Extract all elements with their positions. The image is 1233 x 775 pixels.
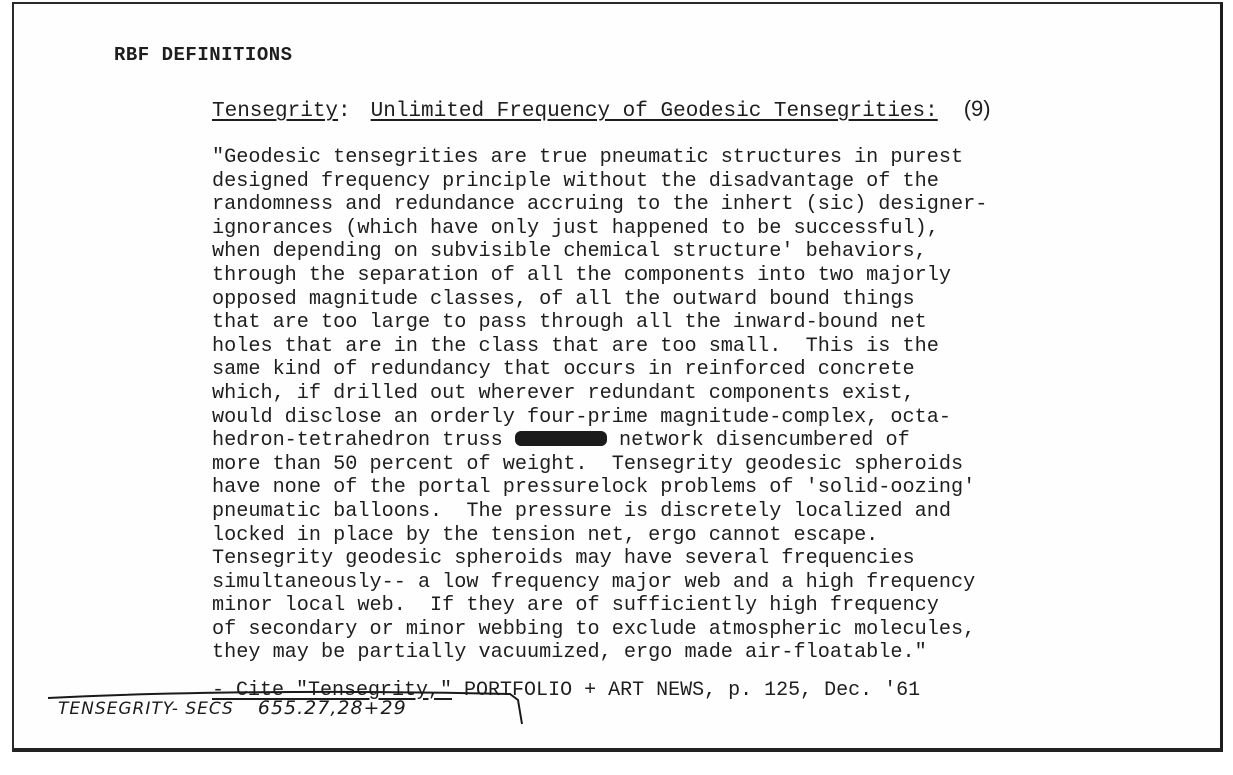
handwritten-sections: 655.27,28+29 xyxy=(257,697,407,719)
citation-prefix: - Cite "Tensegrity," xyxy=(212,679,453,702)
citation-source: PORTFOLIO + ART NEWS, p. 125, Dec. '61 xyxy=(452,679,921,702)
quote-line: pneumatic balloons. The pressure is discretely localized and xyxy=(212,499,951,523)
redaction-mark xyxy=(515,431,607,446)
quote-line: designed frequency principle without the disadvantage of the xyxy=(212,169,939,193)
quote-line: through the separation of all the components into two majorly xyxy=(212,263,951,287)
term-label: Tensegrity xyxy=(212,100,339,123)
handwritten-note xyxy=(58,697,407,719)
quote-line: which, if drilled out wherever redundant components exist, xyxy=(212,381,915,405)
definition-number: (9) xyxy=(963,96,991,121)
quote-line: opposed magnitude classes, of all the outward bound things xyxy=(212,287,915,311)
quote-line: of secondary or minor webbing to exclude atmospheric molecules, xyxy=(212,617,976,641)
quote-line: holes that are in the class that are too small. This is the xyxy=(212,334,939,358)
quote-line: "Geodesic tensegrities are true pneumatic structures in purest xyxy=(212,146,964,169)
quote-line: they may be partially vacuumized, ergo made air-floatable." xyxy=(212,641,927,665)
quote-line: Tensegrity geodesic spheroids may have several frequencies xyxy=(212,547,915,571)
quote-line: that are too large to pass through all the inward-bound net xyxy=(212,311,927,335)
term-colon: : xyxy=(338,100,351,123)
definition-title xyxy=(212,96,991,123)
page-header: RBF DEFINITIONS xyxy=(114,44,293,66)
quote-line: would disclose an orderly four-prime magnitude-complex, octa- xyxy=(212,405,951,429)
quote-line: randomness and redundance accruing to the inhert (sic) designer- xyxy=(212,193,988,217)
redacted-line-before: hedron-tetrahedron truss xyxy=(212,429,515,453)
quote-line: locked in place by the tension net, ergo cannot escape. xyxy=(212,523,879,547)
redacted-line-after: network disencumbered of xyxy=(606,429,910,453)
definition-subtitle: Unlimited Frequency of Geodesic Tensegrities: xyxy=(370,100,938,123)
quote-line: ignorances (which have only just happened to be successful), xyxy=(212,216,939,240)
quote-line: minor local web. If they are of sufficiently high frequency xyxy=(212,594,939,618)
quote-body xyxy=(212,146,1152,665)
redacted-line xyxy=(212,429,1152,453)
handwritten-label: TENSEGRITY- SECS xyxy=(58,699,234,719)
quote-lines-after xyxy=(212,453,1152,665)
quote-line: when depending on subvisible chemical structure' behaviors, xyxy=(212,240,927,264)
quote-lines-before xyxy=(212,146,1152,429)
quote-line: simultaneously-- a low frequency major web and a high frequency xyxy=(212,570,976,594)
quote-line: have none of the portal pressurelock problems of 'solid-oozing' xyxy=(212,476,976,500)
quote-line: more than 50 percent of weight. Tensegrity geodesic spheroids xyxy=(212,452,964,476)
quote-line: same kind of redundancy that occurs in reinforced concrete xyxy=(212,358,915,382)
